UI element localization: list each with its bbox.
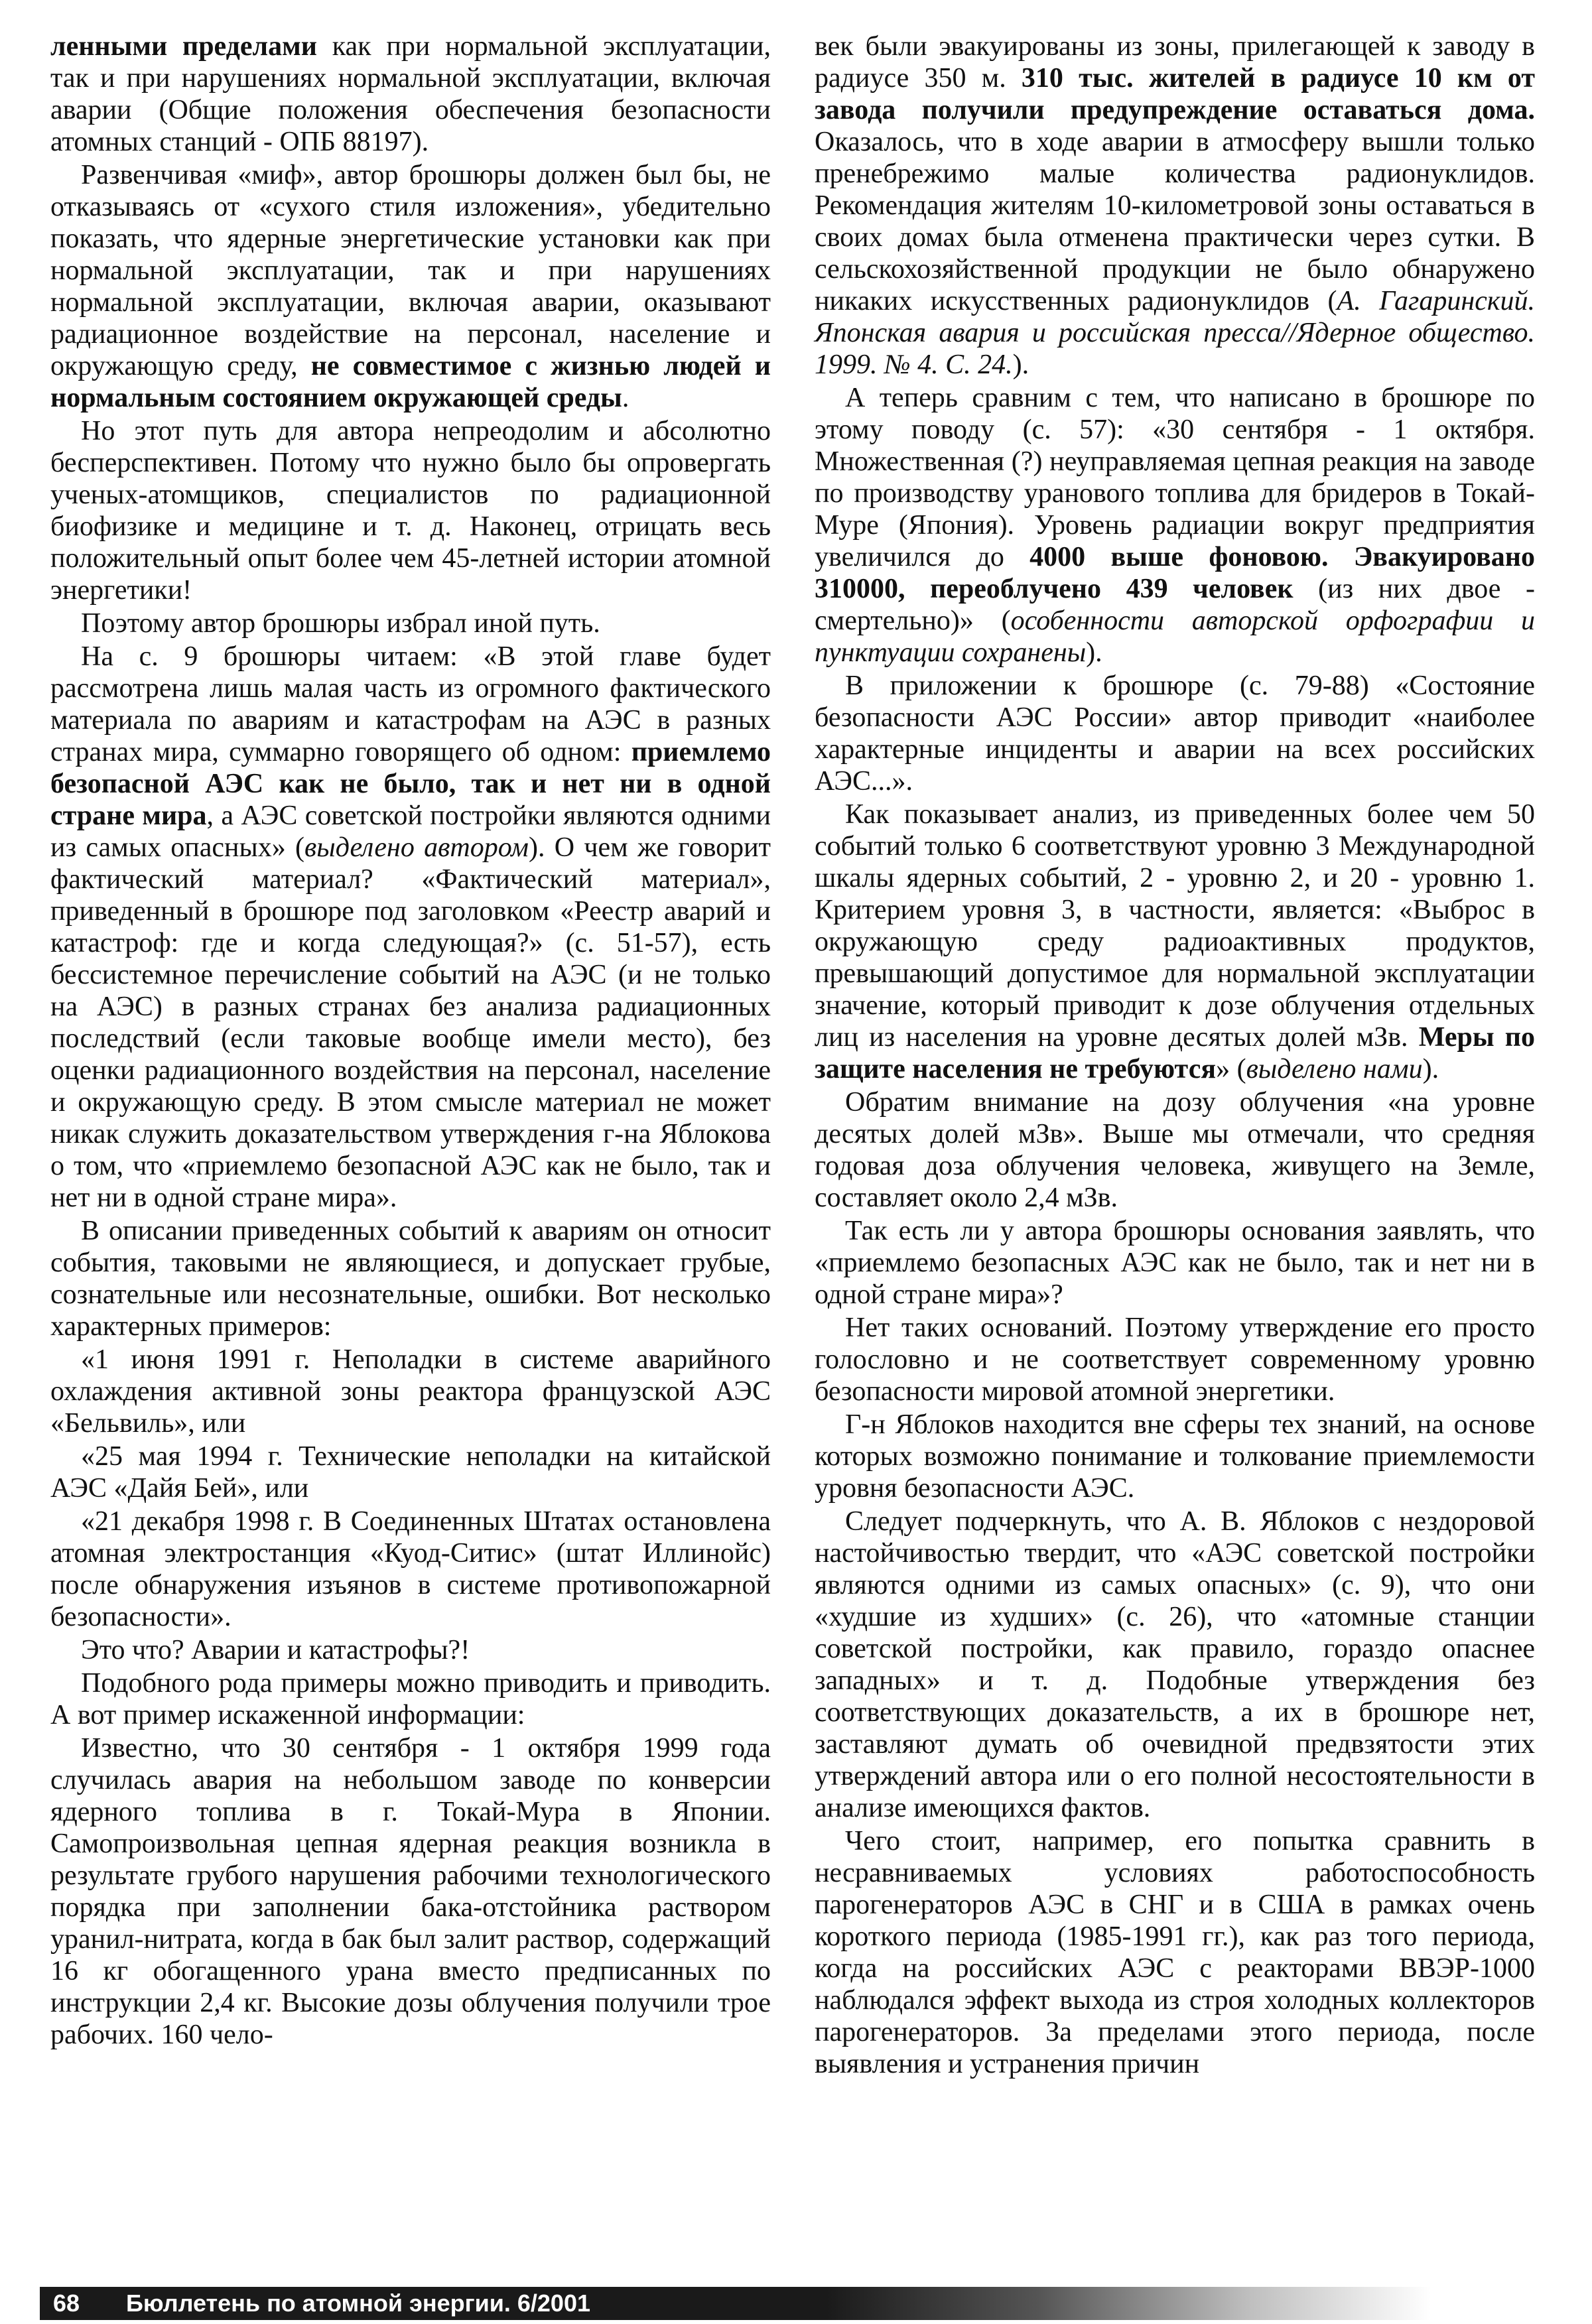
page-footer xyxy=(40,2287,1552,2320)
paragraph xyxy=(815,1086,1535,1214)
text-run: На с. 9 брошюры читаем: «В этой главе будет рассмотрена лишь малая часть из огромного фактического материала по авариям и катастрофам на АЭС в разных странах мира, суммарно говорящего об одном: xyxy=(50,641,771,767)
paragraph xyxy=(50,1634,771,1666)
text-run: (из них двое - смертельно)» ( xyxy=(815,574,1535,636)
text-run: Но этот путь для автора непреодолим и абсолютно бесперспективен. Потому что нужно было бы опровергать ученых-атомщиков, специалистов по радиационной биофизике и медицине и т. д. Наконец, отрицать весь положительный опыт более чем 45-летней истории атомной энергетики! xyxy=(50,416,771,606)
paragraph xyxy=(815,31,1535,381)
text-run: В приложении к брошюре (с. 79-88) «Состояние безопасности АЭС России» автор приводит «наиболее характерные инциденты и аварии на всех российских АЭС...». xyxy=(815,671,1535,797)
text-run: Поэтому автор брошюры избрал иной путь. xyxy=(81,608,600,639)
paragraph xyxy=(50,31,771,158)
text-run: Г-н Яблоков находится вне сферы тех знаний, на основе которых возможно понимание и толкование приемлемости уровня безопасности АЭС. xyxy=(815,1409,1535,1504)
text-run: ). xyxy=(1422,1054,1439,1084)
paragraph xyxy=(50,159,771,414)
paragraph xyxy=(50,1441,771,1504)
text-run: В описании приведенных событий к авариям он относит события, таковыми не являющиеся, и допускает грубые, сознательные или несознательные, ошибки. Вот несколько характерных примеров: xyxy=(50,1216,771,1342)
paragraph xyxy=(815,1312,1535,1407)
text-run: «25 мая 1994 г. Технические неполадки на китайской АЭС «Дайя Бей», или xyxy=(50,1441,771,1504)
paragraph xyxy=(50,1215,771,1342)
text-run: Известно, что 30 сентября - 1 октября 1999 года случилась авария на небольшом заводе по конверсии ядерного топлива в г. Токай-Мура в Японии. Самопроизвольная цепная ядерная реакция возникла в результате грубого нарушения рабочими технологического порядка при заполнении бака-отстойника раствором уранил-нитрата, когда в бак был залит раствор, содержащий 16 кг обогащенного урана вместо предписанных по инструкции 2,4 кг. Высокие дозы облучения получили трое рабочих. 160 чело- xyxy=(50,1733,771,2050)
text-run: Как показывает анализ, из приведенных более чем 50 событий только 6 соответствуют уровню 3 Международной шкалы ядерных событий, 2 - уровню 2, и 20 - уровню 1. Критерием уровня 3, в частности, является: «Выброс в окружающую среду радиоактивных продуктов, превышающий допустимое для нормальной эксплуатации значение, который приводит к дозе облучения отдельных лиц из населения на уровне десятых долей мЗв. xyxy=(815,799,1535,1053)
text-run: А теперь сравним с тем, что написано в брошюре по этому поводу (с. 57): «30 сентября - 1 октября. Множественная (?) неуправляемая цепная реакция на заводе по производству уранового топлива для бридеров в Токай-Муре (Япония). Уровень радиации вокруг предприятия увеличился до xyxy=(815,383,1535,572)
text-run: «21 декабря 1998 г. В Соединенных Штатах остановлена атомная электростанция «Куод-Ситис» (штат Иллинойс) после обнаружения изъянов в системе противопожарной безопасности». xyxy=(50,1506,771,1632)
paragraph xyxy=(815,1506,1535,1824)
paragraph xyxy=(50,608,771,639)
text-run: Так есть ли у автора брошюры основания заявлять, что «приемлемо безопасных АЭС как не было, так и нет ни в одной стране мира»? xyxy=(815,1216,1535,1310)
italic-text: выделено нами xyxy=(1246,1054,1423,1084)
bold-text: приемлемо безопасной АЭС как не было, так и нет ни в одной стране мира xyxy=(50,737,771,831)
text-run: Развенчивая «миф», автор брошюры должен был бы, не отказываясь от «сухого стиля изложения», убедительно показать, что ядерные энергетические установки как при нормальной эксплуатации, так и при нарушениях нормальной эксплуатации, включая аварии, оказывают радиационное воздействие на персонал, население и окружающую среду, xyxy=(50,160,771,381)
text-run: ). О чем же говорит фактический материал? «Фактический материал», приведенный в брошюре под заголовком «Реестр аварий и катастроф: где и когда следующая?» (с. 51-57), есть бессистемное перечисление событий на АЭС (и не только на АЭС) в разных странах без анализа радиационных последствий (если таковые вообще имели место), без оценки радиационного воздействия на персонал, население и окружающую среду. В этом смысле материал не может никак служить доказательством утверждения г-на Яблокова о том, что «приемлемо безопасной АЭС как не было, так и нет ни в одной стране мира». xyxy=(50,832,771,1213)
text-run: век были эвакуированы из зоны, прилегающей к заводу в радиусе 350 м. xyxy=(815,31,1535,94)
page-number: 68 xyxy=(53,2290,80,2317)
text-run: Обратим внимание на дозу облучения «на уровне десятых долей мЗв». Выше мы отмечали, что средняя годовая доза облучения человека, живущего на Земле, составляет около 2,4 мЗв. xyxy=(815,1087,1535,1213)
paragraph xyxy=(50,415,771,606)
text-run: Подобного рода примеры можно приводить и приводить. А вот пример искаженной информации: xyxy=(50,1668,771,1730)
text-run: Оказалось, что в ходе аварии в атмосферу вышли только пренебрежимо малые количества радионуклидов. Рекомендация жителям 10-километровой зоны оставаться в своих домах была отменена практически через сутки. В сельскохозяйственной продукции не было обнаружено никаких искусственных радионуклидов ( xyxy=(815,127,1535,316)
bold-text: ленными пределами xyxy=(50,31,317,62)
paragraph xyxy=(815,670,1535,797)
text-run: Чего стоит, например, его попытка сравнить в несравниваемых условиях работоспособность парогенераторов АЭС в СНГ и в США в рамках очень короткого периода (1985-1991 гг.), как раз того периода, когда на российских АЭС с реакторами ВВЭР-1000 наблюдался эффект выхода из строя холодных коллекторов парогенераторов. За пределами этого периода, после выявления и устранения причин xyxy=(815,1826,1535,2079)
text-run: Это что? Аварии и катастрофы?! xyxy=(81,1635,470,1665)
paragraph xyxy=(50,1506,771,1633)
text-column-left xyxy=(50,31,771,2052)
paragraph xyxy=(815,1409,1535,1504)
text-run: . xyxy=(622,383,630,413)
text-run: Нет таких оснований. Поэтому утверждение его просто голословно и не соответствует современному уровню безопасности мировой атомной энергетики. xyxy=(815,1313,1535,1407)
text-run: » ( xyxy=(1216,1054,1246,1084)
text-run: «1 июня 1991 г. Неполадки в системе аварийного охлаждения активной зоны реактора французской АЭС «Бельвиль», или xyxy=(50,1344,771,1439)
italic-text: А. Гагаринский. Японская авария и российская пресса//Ядерное общество. 1999. № 4. С. 24. xyxy=(815,286,1536,380)
paragraph xyxy=(50,1732,771,2051)
paragraph xyxy=(50,641,771,1214)
paragraph xyxy=(50,1344,771,1439)
paragraph xyxy=(815,382,1535,669)
bold-text: не совместимое с жизнью людей и нормальным состоянием окружающей среды xyxy=(50,351,771,413)
paragraph xyxy=(815,799,1535,1085)
text-run: ). xyxy=(1086,637,1102,668)
bold-text: 4000 выше фоновою. Эвакуировано 310000, переоблучено 439 человек xyxy=(815,542,1535,604)
text-run: Следует подчеркнуть, что А. В. Яблоков с нездоровой настойчивостью твердит, что «АЭС советской постройки являются одними из самых опасных» (с. 9), что они «худшие из худших» (с. 26), что «атомные станции советской постройки, как правило, гораздо опаснее западных» и т. д. Подобные утверждения без соответствующих доказательств, а их в брошюре нет, заставляют думать об очевидной предвзятости этих утверждений автора или о его полной несостоятельности в анализе имеющихся фактов. xyxy=(815,1506,1535,1823)
paragraph xyxy=(815,1215,1535,1311)
paragraph xyxy=(50,1667,771,1731)
text-run: как при нормальной эксплуатации, так и при нарушениях нормальной эксплуатации, включая аварии (Общие положения обеспечения безопасности атомных станций - ОПБ 88197). xyxy=(50,31,771,157)
text-run: ). xyxy=(1012,350,1029,380)
text-column-right xyxy=(815,31,1535,2081)
text-run: , а АЭС советской постройки являются одними из самых опасных» ( xyxy=(50,801,771,863)
journal-title: Бюллетень по атомной энергии. 6/2001 xyxy=(126,2290,590,2317)
paragraph xyxy=(815,1825,1535,2080)
bold-text: 310 тыс. жителей в радиусе 10 км от завода получили предупреждение оставаться дома. xyxy=(815,63,1535,125)
bold-text: Меры по защите населения не требуются xyxy=(815,1022,1535,1084)
italic-text: особенности авторской орфографии и пунктуации сохранены xyxy=(815,606,1535,668)
italic-text: выделено автором xyxy=(304,832,529,863)
